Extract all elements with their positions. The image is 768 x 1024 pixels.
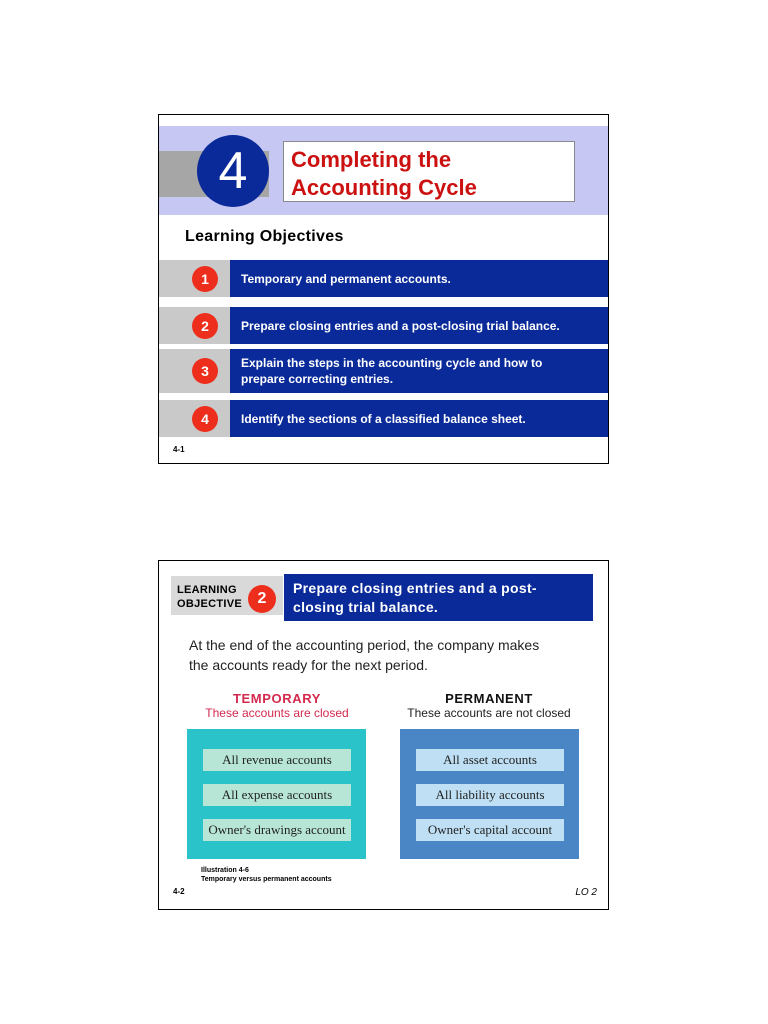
lo-footer: LO 2 <box>575 887 597 898</box>
lo-tag-line-1: LEARNING <box>177 584 237 596</box>
objective-text-line: Identify the sections of a classified balance sheet. <box>241 411 526 426</box>
chapter-title-line-1: Completing the <box>291 147 452 172</box>
chapter-title-line-2: Accounting Cycle <box>291 175 477 200</box>
temporary-subtitle: These accounts are closed <box>205 706 349 720</box>
chapter-title <box>283 141 575 202</box>
temporary-account-box: All expense accounts <box>203 784 351 806</box>
objective-text-line: Prepare closing entries and a post-closing trial balance. <box>241 318 560 333</box>
objective-text-line: prepare correcting entries. <box>241 372 394 386</box>
objective-text <box>230 260 608 297</box>
banner-line-1: Prepare closing entries and a post- <box>293 580 537 596</box>
page-number: 4-2 <box>173 887 185 896</box>
permanent-account-box: All asset accounts <box>416 749 564 771</box>
objective-text-line: Explain the steps in the accounting cycle and how to <box>241 356 543 370</box>
permanent-account-box: Owner's capital account <box>416 819 564 841</box>
temporary-title: TEMPORARY <box>233 691 321 706</box>
objective-number-circle: 2 <box>248 585 276 613</box>
permanent-title: PERMANENT <box>445 691 533 706</box>
objective-row <box>159 307 608 344</box>
objective-number-circle: 3 <box>192 358 218 384</box>
temporary-account-box: Owner's drawings account <box>203 819 351 841</box>
intro-line-1: At the end of the accounting period, the company makes <box>189 637 540 653</box>
intro-text <box>189 635 579 675</box>
objective-text <box>230 349 608 393</box>
caption-line-2: Temporary versus permanent accounts <box>201 876 332 883</box>
slide-1 <box>158 114 609 464</box>
temporary-header <box>187 691 367 721</box>
objective-row <box>159 349 608 393</box>
permanent-header <box>399 691 579 721</box>
chapter-number-circle: 4 <box>197 135 269 207</box>
banner-line-2: closing trial balance. <box>293 599 439 615</box>
permanent-account-box: All liability accounts <box>416 784 564 806</box>
permanent-subtitle: These accounts are not closed <box>407 706 571 720</box>
illustration-caption <box>201 866 332 884</box>
objective-text <box>230 307 608 344</box>
page-number: 4-1 <box>173 445 185 454</box>
objective-row <box>159 400 608 437</box>
temporary-account-box: All revenue accounts <box>203 749 351 771</box>
lo-tag-line-2: OBJECTIVE <box>177 598 243 610</box>
temporary-panel <box>187 729 366 859</box>
objective-text <box>230 400 608 437</box>
objective-number-circle: 1 <box>192 266 218 292</box>
objective-number-circle: 2 <box>192 313 218 339</box>
learning-objectives-heading: Learning Objectives <box>185 228 344 245</box>
permanent-panel <box>400 729 579 859</box>
intro-line-2: the accounts ready for the next period. <box>189 657 428 673</box>
slide-2 <box>158 560 609 910</box>
objective-banner <box>284 574 593 621</box>
caption-line-1: Illustration 4-6 <box>201 867 249 874</box>
objective-row <box>159 260 608 297</box>
objective-number-circle: 4 <box>192 406 218 432</box>
objective-text-line: Temporary and permanent accounts. <box>241 271 451 286</box>
